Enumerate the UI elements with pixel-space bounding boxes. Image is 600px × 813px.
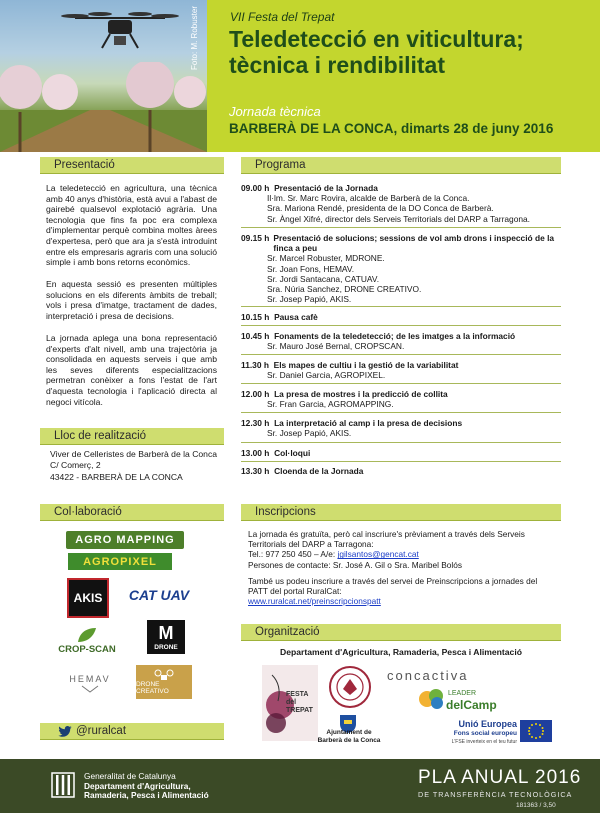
event-place-date: BARBERÀ DE LA CONCA, dimarts 28 de juny 2016 (229, 121, 554, 136)
divider (241, 461, 561, 462)
program-speaker: Sr. Joan Fons, HEMAV. (267, 263, 355, 274)
footer-department (84, 772, 209, 801)
venue-street: C/ Comerç, 2 (50, 460, 101, 471)
program-item-6 (241, 389, 561, 409)
do-conca-seal-icon (328, 665, 372, 709)
concactiva-logo: concactiva (387, 668, 469, 683)
generalitat-logo-icon (50, 771, 76, 799)
section-title: Organització (255, 626, 320, 638)
divider (241, 227, 561, 228)
inscripcions-online: També us podeu inscriure a través del servei de Preinscripcions a jornades del PATT del portal RuralCat: (248, 575, 538, 597)
photo-credit: Foto: M. Robuster (190, 5, 199, 70)
delcamp-text: delCamp (446, 698, 497, 712)
program-speaker: Sr. Marcel Robuster, MDRONE. (267, 253, 385, 264)
section-inscripcions-header (241, 504, 561, 521)
program-title: Cloenda de la Jornada (274, 466, 364, 476)
program-time: 10.45 h (241, 331, 270, 341)
drone-creativo-icon (154, 669, 174, 681)
inscripcions-phone: Tel.: 977 250 450 – A/e: (248, 549, 338, 560)
inscripcions-intro: La jornada és gratuïta, però cal inscriure's prèviament a través dels Serveis Territorials del DARP a Tarragona: (248, 529, 525, 550)
cropscan-text: CROP-SCAN (58, 643, 116, 655)
section-title: Col·laboració (54, 506, 122, 518)
drone-creativo-logo (136, 665, 192, 699)
program-speaker: Sr. Daniel Garcia, AGROPIXEL. (267, 370, 386, 381)
program-time: 13.30 h (241, 466, 270, 476)
email-link[interactable]: jgilsantos@gencat.cat (337, 549, 419, 560)
header (0, 0, 600, 152)
divider (241, 354, 561, 355)
program-time: 10.15 h (241, 312, 270, 322)
mdrone-text: DRONE (154, 644, 178, 651)
divider (241, 412, 561, 413)
leader-text: LEADER (448, 690, 477, 697)
vineyard-trees-illustration (0, 62, 207, 152)
program-item-1 (241, 183, 561, 224)
program-speaker: Sra. Núria Sanchez, DRONE CREATIVO. (267, 284, 422, 295)
program-item-3 (241, 312, 561, 322)
program-title: La presa de mostres i la predicció de collita (274, 389, 448, 399)
program-speaker: Il·lm. Sr. Marc Rovira, alcalde de Barberà de la Conca. (267, 193, 470, 204)
venue-name: Viver de Celleristes de Barberà de la Conca (50, 449, 218, 459)
eu-flag-icon (520, 720, 552, 742)
twitter-handle[interactable]: @ruralcat (76, 725, 127, 737)
inscripcions-contact: Persones de contacte: Sr. José A. Gil o Sra. Maribel Bolós (248, 559, 462, 570)
section-title: Lloc de realització (54, 430, 147, 442)
hemav-mark-icon (80, 684, 100, 694)
program-item-5 (241, 360, 561, 380)
program-speaker: Sr. Mauro José Bernal, CROPSCAN. (267, 341, 405, 352)
ajuntament-text: Ajuntament de Barberà de la Conca (317, 729, 381, 744)
ue-fund: Fons social europeu (453, 730, 517, 737)
divider (241, 383, 561, 384)
leader-delcamp-icon (418, 688, 446, 710)
akis-logo: AKIS (67, 578, 109, 618)
section-organitzacio-header (241, 624, 561, 641)
agropixel-logo: AGROPIXEL (68, 553, 172, 570)
program-title: Col·loqui (274, 448, 311, 458)
header-photo (0, 0, 207, 152)
footer-dept-line-1: Departament d'Agricultura, (84, 780, 191, 791)
venue-address (50, 449, 220, 483)
pla-anual-subtitle: DE TRANSFERÈNCIA TECNOLÒGICA (418, 790, 573, 799)
section-lloc-header (40, 428, 224, 445)
program-title: Pausa cafè (274, 312, 318, 322)
mdrone-logo: M DRONE (147, 620, 185, 654)
hemav-logo (60, 668, 120, 700)
program-speaker: Sr. Josep Papió, AKIS. (267, 294, 352, 305)
festa-trepat-logo (262, 665, 318, 741)
catuav-logo: CAT UAV (128, 587, 190, 603)
cropscan-logo (52, 623, 122, 657)
presentacio-paragraph-1: La teledetecció en agricultura, una tècnica amb 40 anys d'història, està avui a l'abast de gairebé qualsevol explotació agrària. Una tecnologia que fins fa poc era complexa d'implementar perquè combina moltes àrees d'expertesa, però que ara ja s'està introduint entre els empresaris agraris com una solució simple i amb bons retorns econòmics. (46, 183, 217, 268)
twitter-bar[interactable] (40, 723, 224, 740)
ruralcat-link[interactable]: www.ruralcat.net/preinscripcionspatt (248, 596, 381, 607)
leaf-icon (76, 626, 98, 644)
program-time: 11.30 h (241, 360, 269, 370)
print-code: 181363 / 3,50 (516, 802, 556, 809)
festa-trepat-text: FESTA del TREPAT (286, 691, 313, 714)
program-time: 13.00 h (241, 448, 270, 458)
program-speaker: Sr. Fran Garcia, AGROMAPPING. (267, 399, 394, 410)
drone-creativo-text: DRONE CREATIVO (136, 681, 169, 695)
event-type: Jornada tècnica (229, 104, 321, 119)
program-speaker: Sr. Àngel Xifré, director dels Serveis Territorials del DARP a Tarragona. (267, 213, 530, 224)
page-title: Teledetecció en viticultura; tècnica i rendibilitat (229, 26, 524, 78)
section-programa-header (241, 157, 561, 174)
program-item-9 (241, 466, 561, 476)
divider (241, 306, 561, 307)
footer (0, 759, 600, 813)
footer-dept-line-2: Ramaderia, Pesca i Alimentació (84, 790, 209, 801)
section-colaboracio-header (40, 504, 224, 521)
agromapping-logo: AGRO MAPPING (66, 531, 184, 549)
section-presentacio-header (40, 157, 224, 174)
program-title: Presentació de solucions; sessions de vol amb drons i inspecció de la finca a peu (273, 233, 555, 254)
program-speaker: Sr. Jordi Santacana, CATUAV. (267, 273, 380, 284)
section-title: Presentació (54, 159, 115, 171)
section-title: Programa (255, 159, 306, 171)
organizer-department: Departament d'Agricultura, Ramaderia, Pesca i Alimentació (280, 647, 522, 657)
presentacio-paragraph-2: En aquesta sessió es presenten múltiples solucions en els diferents àmbits de treball; vols i presa d'imatge, tractament de dades, interpretació i presa de decisions. (46, 279, 217, 321)
drone-icon (60, 6, 180, 66)
ue-title: Unió Europea (458, 719, 517, 729)
twitter-icon (58, 726, 72, 737)
event-name: VII Festa del Trepat (230, 10, 335, 24)
divider (241, 442, 561, 443)
program-time: 12.00 h (241, 389, 270, 399)
ue-tagline: L'FSE inverteix en el teu futur (451, 739, 517, 745)
presentacio-paragraph-3: La jornada aplega una bona representació d'experts d'alt nivell, amb una trajectòria ja consolidada en aquests serveis i que amb les seves diferents especialitzacions permetran conèixer a fons l'estat de l'art d'aquesta tecnologia i l'aplicació directa al negoci vitícola. (46, 333, 217, 407)
program-item-2 (241, 233, 561, 304)
program-title: La interpretació al camp i la presa de decisions (274, 418, 463, 428)
pla-anual-title: PLA ANUAL 2016 (418, 767, 582, 788)
program-item-7 (241, 418, 561, 438)
program-title: Presentació de la Jornada (274, 183, 378, 193)
program-time: 12.30 h (241, 418, 270, 428)
inscripcions-text (248, 529, 553, 606)
program-speaker: Sra. Mariona Rendé, presidenta de la DO Conca de Barberà. (267, 203, 494, 214)
program-time: 09.15 h (241, 233, 270, 243)
program-title: Fonaments de la teledetecció; de les imatges a la informació (274, 331, 516, 341)
hemav-text: HEMAV (69, 674, 111, 684)
venue-city: 43422 - BARBERÀ DE LA CONCA (50, 471, 183, 482)
divider (241, 325, 561, 326)
title-banner (207, 0, 600, 152)
program-title: Els mapes de cultiu i la gestió de la variabilitat (273, 360, 459, 370)
program-time: 09.00 h (241, 183, 270, 193)
program-speaker: Sr. Josep Papió, AKIS. (267, 428, 352, 439)
section-title: Inscripcions (255, 506, 316, 518)
program-item-4 (241, 331, 561, 351)
program-item-8 (241, 448, 561, 458)
footer-gencat: Generalitat de Catalunya (84, 771, 176, 781)
